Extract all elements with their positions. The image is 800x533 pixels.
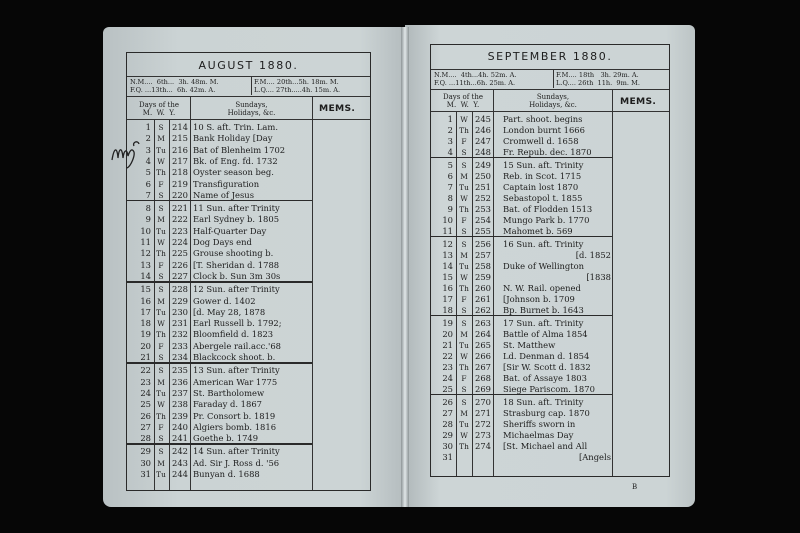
day-of-month: 23	[442, 362, 453, 372]
day-of-month: 8	[145, 203, 151, 214]
event-text: [Johnson b. 1709	[503, 294, 575, 304]
day-of-week: W	[460, 431, 468, 440]
day-of-year: 274	[475, 441, 491, 451]
book-gutter	[401, 27, 409, 507]
event-text: Strasburg cap. 1870	[503, 408, 590, 418]
day-of-month: 25	[140, 399, 151, 410]
day-of-month: 31	[140, 469, 151, 479]
day-of-year: 247	[475, 136, 491, 146]
day-of-month: 15	[140, 284, 151, 295]
day-of-year: 218	[172, 167, 188, 178]
day-of-month: 20	[140, 340, 151, 351]
event-text: Bank Holiday [Day	[193, 133, 273, 144]
event-text: Bat. of Assaye 1803	[503, 373, 587, 383]
day-of-year: 229	[172, 295, 188, 306]
day-of-week: F	[461, 295, 467, 304]
day-of-year: 214	[172, 122, 188, 132]
day-of-week: Th	[156, 411, 166, 421]
day-of-month: 23	[140, 376, 151, 387]
day-of-month: 27	[442, 408, 453, 418]
day-of-week: F	[158, 260, 164, 270]
event-text: Dog Days end	[193, 237, 252, 247]
day-of-month: 28	[140, 433, 151, 444]
day-of-year: 254	[475, 215, 491, 225]
day-of-week: M	[157, 134, 165, 144]
day-of-year: 232	[172, 329, 188, 340]
day-of-month: 14	[442, 261, 453, 271]
day-of-month: 31	[442, 452, 453, 462]
event-text: 16 Sun. aft. Trinity	[503, 239, 584, 249]
day-of-week: S	[158, 366, 164, 376]
day-of-year: 226	[172, 259, 188, 270]
day-of-month: 4	[145, 155, 151, 166]
day-of-year: 269	[475, 384, 491, 394]
day-of-year: 258	[475, 261, 491, 271]
day-of-year: 219	[172, 178, 188, 189]
day-of-month: 17	[442, 294, 453, 304]
event-text: Goethe b. 1749	[193, 433, 259, 444]
event-text: Blackcock shoot. b.	[193, 352, 276, 362]
day-of-year: 271	[475, 408, 491, 418]
day-of-month: 19	[140, 329, 151, 340]
day-of-year: 216	[172, 144, 188, 155]
day-of-month: 13	[140, 259, 151, 270]
day-of-month: 29	[442, 430, 453, 440]
event-text: 12 Sun. after Trinity	[193, 284, 280, 295]
september-col-sundays: Sundays, Holidays, &c.	[529, 93, 577, 109]
day-of-week: M	[460, 409, 468, 418]
day-of-month: 26	[442, 397, 453, 407]
day-of-year: 256	[475, 239, 491, 249]
day-of-year: 233	[172, 340, 188, 351]
event-text: St. Matthew	[503, 340, 556, 350]
day-of-week: S	[158, 204, 164, 214]
august-col-days: Days of the M. W. Y.	[138, 101, 180, 117]
event-text: N. W. Rail. opened	[503, 283, 581, 293]
event-text: Michaelmas Day	[503, 430, 574, 440]
day-of-week: F	[158, 341, 164, 351]
day-of-month: 17	[140, 306, 151, 317]
event-text: Gower d. 1402	[193, 295, 256, 306]
event-text: [d. May 28, 1878	[193, 306, 266, 317]
event-text: Mahomet b. 569	[503, 226, 573, 236]
event-text: Bk. of Eng. fd. 1732	[193, 155, 278, 166]
day-of-year: 225	[172, 248, 188, 259]
september-moon-phases-left: N.M.... 4th...4h. 52m. A. F.Q. ...11th...6h. 25m. A.	[434, 71, 517, 87]
day-of-week: Th	[459, 205, 469, 214]
day-of-month: 29	[140, 446, 151, 457]
day-of-week: Tu	[459, 420, 469, 429]
day-of-week: M	[157, 215, 165, 225]
day-of-month: 18	[140, 318, 151, 329]
event-text: Bat of Blenheim 1702	[193, 144, 286, 155]
day-of-year: 266	[475, 351, 491, 361]
day-of-week: Th	[459, 442, 469, 451]
day-of-week: S	[158, 190, 164, 200]
day-of-week: S	[461, 148, 467, 157]
event-text: Bp. Burnet b. 1643	[503, 305, 584, 315]
day-of-year: 224	[172, 237, 188, 247]
day-of-week: S	[158, 353, 164, 362]
day-of-week: Tu	[156, 145, 166, 155]
day-of-month: 14	[140, 270, 151, 281]
day-of-year: 262	[475, 305, 491, 315]
day-of-year: 236	[172, 376, 188, 387]
day-of-year: 250	[475, 171, 491, 181]
day-of-week: Tu	[156, 226, 166, 236]
day-of-month: 11	[140, 237, 151, 247]
day-of-week: Th	[459, 363, 469, 372]
day-of-month: 21	[140, 352, 151, 362]
day-of-year: 227	[172, 270, 188, 281]
day-of-year: 265	[475, 340, 491, 350]
day-of-week: S	[461, 227, 467, 236]
day-of-month: 1	[447, 114, 453, 124]
event-text: [T. Sheridan d. 1788	[193, 259, 280, 270]
day-of-week: Th	[156, 330, 166, 340]
day-of-week: W	[157, 400, 165, 410]
event-text: Ld. Denman d. 1854	[503, 351, 590, 361]
day-of-month: 30	[442, 441, 453, 451]
day-of-year: 270	[475, 397, 491, 407]
day-of-year: 230	[172, 306, 188, 317]
day-of-year: 263	[475, 318, 491, 328]
day-of-month: 15	[442, 272, 453, 282]
day-of-year: 243	[172, 457, 188, 468]
day-of-month: 6	[145, 178, 151, 189]
event-text: 13 Sun. after Trinity	[193, 365, 280, 376]
day-of-month: 13	[442, 250, 453, 260]
day-of-week: M	[460, 330, 468, 339]
day-of-week: S	[461, 161, 467, 170]
september-col-days: Days of the M. W. Y.	[442, 93, 484, 109]
day-of-week: Tu	[459, 341, 469, 350]
day-of-month: 19	[442, 318, 453, 328]
event-text: Battle of Alma 1854	[503, 329, 588, 339]
day-of-week: Th	[459, 126, 469, 135]
day-of-week: F	[461, 216, 467, 225]
day-of-year: 238	[172, 399, 188, 410]
day-of-month: 24	[442, 373, 453, 383]
day-of-week: W	[157, 319, 165, 329]
event-text: [d. 1852	[575, 250, 611, 260]
day-of-week: S	[461, 240, 467, 249]
day-of-month: 27	[140, 421, 151, 432]
day-of-month: 22	[442, 351, 453, 361]
day-of-month: 6	[447, 171, 453, 181]
day-of-month: 10	[442, 215, 453, 225]
event-text: Bloomfield d. 1823	[193, 329, 274, 340]
event-text: Part. shoot. begins	[503, 114, 583, 124]
day-of-month: 3	[447, 136, 453, 146]
event-text: Clock b. Sun 3m 30s	[193, 270, 281, 281]
event-text: Bat. of Flodden 1513	[503, 204, 593, 214]
event-text: Ad. Sir J. Ross d. '56	[193, 457, 280, 468]
day-of-year: 242	[172, 446, 188, 457]
day-of-year: 246	[475, 125, 491, 135]
day-of-month: 16	[140, 295, 151, 306]
day-of-year: 235	[172, 365, 188, 376]
day-of-month: 12	[140, 248, 151, 259]
day-of-week: F	[158, 422, 164, 432]
day-of-year: 241	[172, 433, 188, 444]
day-of-week: S	[158, 271, 164, 281]
day-of-month: 24	[140, 387, 151, 398]
event-text: Earl Sydney b. 1805	[193, 214, 280, 225]
event-text: Oyster season beg.	[193, 167, 274, 178]
event-text: 18 Sun. aft. Trinity	[503, 397, 584, 407]
day-of-year: 253	[475, 204, 491, 214]
day-of-year: 239	[172, 410, 188, 421]
day-of-month: 4	[447, 147, 453, 157]
day-of-year: 221	[172, 203, 188, 214]
event-text: Earl Russell b. 1792;	[193, 318, 282, 329]
day-of-year: 264	[475, 329, 491, 339]
day-of-year: 234	[172, 352, 188, 362]
day-of-year: 260	[475, 283, 491, 293]
day-of-month: 1	[145, 122, 151, 132]
event-text: 10 S. aft. Trin. Lam.	[193, 122, 279, 132]
day-of-year: 231	[172, 318, 188, 329]
event-text: 17 Sun. aft. Trinity	[503, 318, 584, 328]
day-of-month: 9	[145, 214, 151, 225]
day-of-year: 215	[172, 133, 188, 144]
event-text: Name of Jesus	[193, 189, 254, 200]
event-text: St. Bartholomew	[193, 387, 265, 398]
day-of-year: 237	[172, 387, 188, 398]
day-of-year: 267	[475, 362, 491, 372]
day-of-week: W	[460, 352, 468, 361]
day-of-month: 8	[447, 193, 453, 203]
day-of-month: 7	[447, 182, 453, 192]
day-of-week: F	[461, 374, 467, 383]
day-of-week: Th	[156, 249, 166, 259]
day-of-year: 261	[475, 294, 491, 304]
day-of-month: 5	[447, 160, 453, 170]
day-of-month: 5	[145, 167, 151, 178]
day-of-month: 10	[140, 225, 151, 236]
day-of-year: 268	[475, 373, 491, 383]
day-of-month: 9	[447, 204, 453, 214]
day-of-week: F	[461, 137, 467, 146]
event-text: Abergele rail.acc.'68	[193, 340, 281, 351]
day-of-week: M	[157, 458, 165, 468]
day-of-year: 259	[475, 272, 491, 282]
day-of-year: 249	[475, 160, 491, 170]
day-of-week: M	[157, 296, 165, 306]
day-of-year: 220	[172, 189, 188, 200]
day-of-month: 26	[140, 410, 151, 421]
event-text: American War 1775	[193, 376, 278, 387]
day-of-year: 255	[475, 226, 491, 236]
event-text: [Angels	[578, 452, 611, 462]
day-of-week: M	[460, 251, 468, 260]
august-moon-phases-right: F.M.... 20th...5h. 18m. M. L.Q.... 27th.....4h. 15m. A.	[254, 78, 341, 94]
day-of-week: S	[461, 398, 467, 407]
august-col-sundays: Sundays, Holidays, &c.	[227, 101, 276, 117]
day-of-year: 244	[172, 469, 188, 479]
event-text: Grouse shooting b.	[193, 248, 274, 259]
august-col-mems: MEMS.	[319, 103, 356, 114]
event-text: Cromwell d. 1658	[503, 136, 579, 146]
handwritten-note	[108, 136, 142, 176]
page-signature-mark: B	[632, 483, 638, 491]
day-of-week: S	[461, 306, 467, 315]
day-of-month: 18	[442, 305, 453, 315]
day-of-year: 245	[475, 114, 491, 124]
event-text: Faraday d. 1867	[193, 399, 262, 410]
day-of-year: 223	[172, 225, 188, 236]
day-of-month: 11	[442, 226, 453, 236]
event-text: Mungo Park b. 1770	[503, 215, 590, 225]
day-of-week: S	[158, 434, 164, 444]
day-of-week: S	[158, 447, 164, 457]
september-col-mems: MEMS.	[620, 96, 657, 107]
day-of-month: 21	[442, 340, 453, 350]
day-of-week: F	[158, 179, 164, 189]
day-of-year: 252	[475, 193, 491, 203]
day-of-year: 240	[172, 421, 188, 432]
day-of-week: Tu	[156, 388, 166, 398]
day-of-month: 3	[145, 144, 151, 155]
event-text: Pr. Consort b. 1819	[193, 410, 276, 421]
event-text: 15 Sun. aft. Trinity	[503, 160, 584, 170]
day-of-week: M	[157, 377, 165, 387]
day-of-week: Tu	[459, 183, 469, 192]
day-of-month: 2	[447, 125, 453, 135]
september-moon-phases-right: F.M.... 18th 3h. 29m. A. L.Q.... 26th 11h. 9m. M.	[556, 71, 640, 87]
day-of-year: 228	[172, 284, 188, 295]
day-of-week: W	[157, 156, 165, 166]
day-of-week: Tu	[156, 307, 166, 317]
day-of-year: 251	[475, 182, 491, 192]
day-of-week: S	[158, 123, 164, 132]
event-text: Sebastopol t. 1855	[503, 193, 583, 203]
day-of-month: 2	[145, 133, 151, 144]
august-title: AUGUST 1880.	[198, 59, 299, 72]
day-of-week: Th	[156, 168, 166, 178]
event-text: Half-Quarter Day	[193, 225, 267, 236]
day-of-month: 28	[442, 419, 453, 429]
event-text: Transfiguration	[193, 178, 260, 189]
day-of-year: 248	[475, 147, 491, 157]
day-of-year: 272	[475, 419, 491, 429]
day-of-week: S	[158, 285, 164, 295]
day-of-week: S	[461, 319, 467, 328]
day-of-week: Tu	[459, 262, 469, 271]
day-of-month: 25	[442, 384, 453, 394]
event-text: Siege Pariscom. 1870	[503, 384, 595, 394]
september-title: SEPTEMBER 1880.	[487, 50, 613, 63]
day-of-week: W	[460, 273, 468, 282]
day-of-week: Th	[459, 284, 469, 293]
day-of-month: 30	[140, 457, 151, 468]
event-text: Duke of Wellington	[503, 261, 585, 271]
event-text: [Sir W. Scott d. 1832	[503, 362, 591, 372]
day-of-month: 22	[140, 365, 151, 376]
day-of-year: 257	[475, 250, 491, 260]
event-text: 14 Sun. after Trinity	[193, 446, 280, 457]
day-of-week: W	[157, 238, 165, 247]
day-of-year: 217	[172, 155, 188, 166]
event-text: 11 Sun. after Trinity	[193, 203, 280, 214]
day-of-week: W	[460, 194, 468, 203]
event-text: Algiers bomb. 1816	[193, 421, 277, 432]
event-text: Reb. in Scot. 1715	[503, 171, 582, 181]
event-text: London burnt 1666	[503, 125, 585, 135]
day-of-month: 12	[442, 239, 453, 249]
day-of-week: W	[460, 115, 468, 124]
day-of-week: M	[460, 172, 468, 181]
event-text: Captain lost 1870	[503, 182, 579, 192]
day-of-month: 7	[145, 189, 151, 200]
event-text: [St. Michael and All	[503, 441, 588, 451]
day-of-week: S	[461, 385, 467, 394]
event-text: Bunyan d. 1688	[193, 469, 260, 479]
day-of-year: 273	[475, 430, 491, 440]
event-text: Sheriffs sworn in	[503, 419, 576, 429]
event-text: [1838	[586, 272, 611, 282]
day-of-year: 222	[172, 214, 188, 225]
august-moon-phases-left: N.M.... 6th... 3h. 48m. M. F.Q. ...13th... 6h. 42m. A.	[130, 78, 219, 94]
day-of-month: 16	[442, 283, 453, 293]
day-of-month: 20	[442, 329, 453, 339]
event-text: Fr. Repub. dec. 1870	[503, 147, 592, 157]
day-of-week: Tu	[156, 470, 166, 479]
